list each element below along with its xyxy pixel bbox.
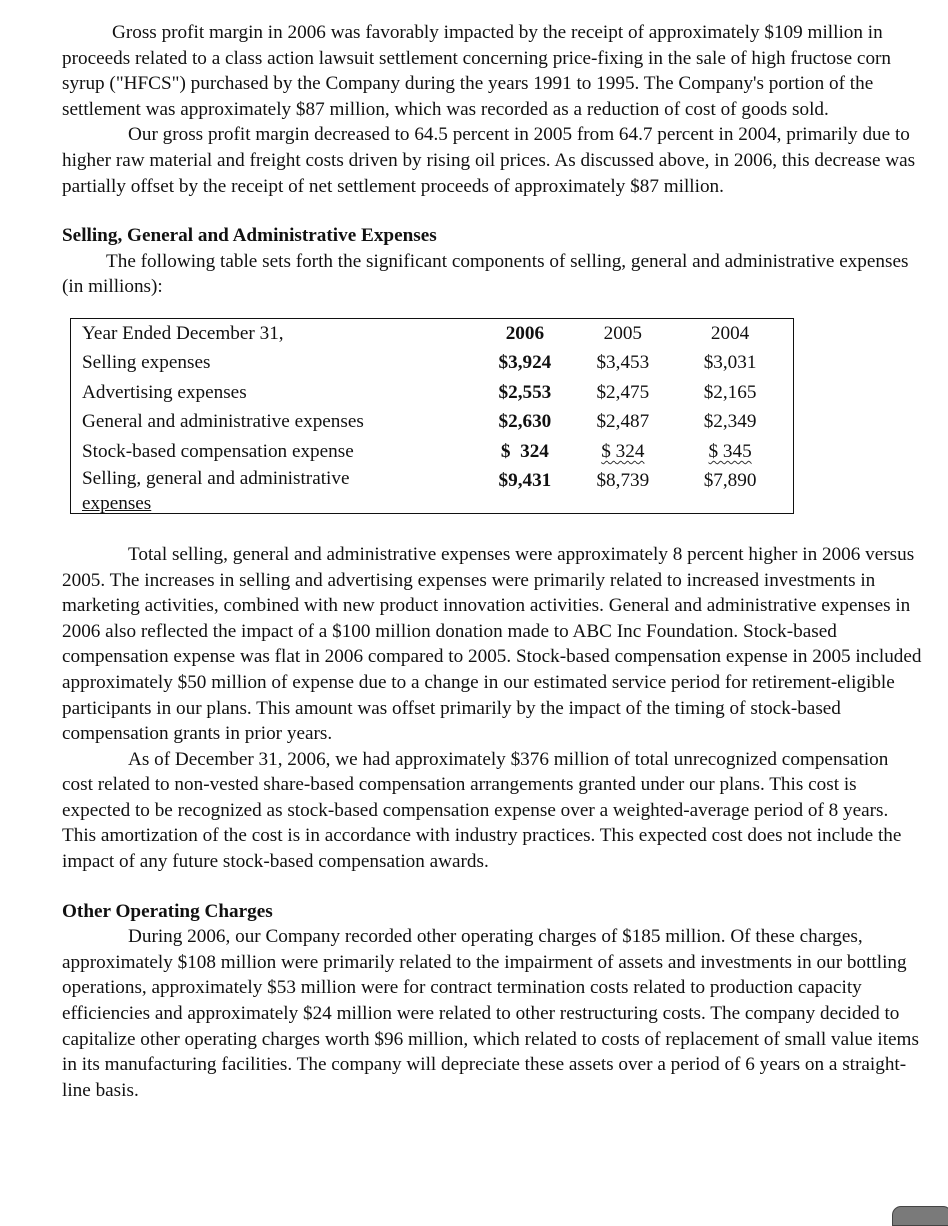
- total-label: [82, 466, 456, 514]
- total-2006: $9,431: [498, 470, 552, 492]
- cell-2004: $2,349: [703, 411, 757, 433]
- paragraph-other-operating-charges: During 2006, our Company recorded other operating charges of $185 million. Of these charges, approximately $108 million were primarily related to the impairment of assets and investments in our bottling operations, approximately $53 million were for contract termination costs related to production capacity efficiencies and approximately $24 million were related to other restructuring costs. The company decided to capitalize other operating charges worth $96 million, which related to costs of replacement of small value items in its manufacturing facilities. The company will depreciate these assets over a period of 6 years on a straight-line basis.: [62, 926, 919, 1101]
- cell-2004-value: $ 345: [708, 440, 752, 462]
- cell-2005: $2,487: [596, 411, 650, 433]
- cell-2006: $2,630: [498, 411, 552, 433]
- total-2005: $8,739: [596, 470, 650, 492]
- total-label-line1: Selling, general and administrative: [82, 468, 350, 490]
- table-row: [82, 437, 783, 467]
- cell-2005: $3,453: [596, 352, 650, 374]
- cell-2004: $2,165: [703, 381, 757, 403]
- cell-2005-value: $ 324: [601, 440, 645, 462]
- cell-2005: $2,475: [596, 381, 650, 403]
- table-row: [82, 348, 783, 378]
- header-label: Year Ended December 31,: [82, 322, 284, 344]
- table-header-row: [82, 319, 783, 349]
- cell-2004: [677, 437, 783, 467]
- row-label: Stock-based compensation expense: [82, 440, 354, 462]
- total-label-line2: expenses: [82, 493, 152, 514]
- row-label: Advertising expenses: [82, 381, 247, 403]
- document-page: [62, 20, 922, 1103]
- header-2004: 2004: [710, 322, 750, 344]
- section-heading-other-operating-charges: Other Operating Charges: [62, 900, 273, 922]
- paragraph-gross-margin-2: Our gross profit margin decreased to 64.5 percent in 2005 from 64.7 percent in 2004, primarily due to higher raw material and freight costs driven by rising oil prices. As discussed above, in 2006, this decrease was partially offset by the receipt of net settlement proceeds of approximately $87 million.: [62, 124, 916, 197]
- header-2006: 2006: [505, 322, 545, 344]
- header-2005: 2005: [603, 322, 643, 344]
- paragraph-sga-2: As of December 31, 2006, we had approximately $376 million of total unrecognized compensation cost related to non-vested share-based compensation arrangements granted under our plans. This cost is expected to be recognized as stock-based compensation expense over a weighted-average period of 8 years. This amortization of the cost is in accordance with industry practices. This expected cost does not include the impact of any future stock-based compensation awards.: [62, 748, 902, 873]
- total-2004: $7,890: [703, 470, 757, 492]
- paragraph-sga-intro: The following table sets forth the significant components of selling, general and administrative expenses (in millions):: [62, 250, 909, 298]
- cell-2006: $2,553: [498, 381, 552, 403]
- row-label: Selling expenses: [82, 352, 211, 374]
- page-scroll-tab[interactable]: [892, 1206, 948, 1226]
- row-label: General and administrative expenses: [82, 411, 364, 433]
- sga-table: [70, 318, 794, 514]
- cell-2004: $3,031: [703, 352, 757, 374]
- table-total-row: [82, 466, 783, 514]
- table-row: [82, 407, 783, 437]
- paragraph-gross-margin-1: Gross profit margin in 2006 was favorably impacted by the receipt of approximately $109 million in proceeds related to a class action lawsuit settlement concerning price-fixing in the sale of high fructose corn syrup ("HFCS") purchased by the Company during the years 1991 to 1995. The Company's portion of the settlement was approximately $87 million, which was recorded as a reduction of cost of goods sold.: [62, 22, 892, 120]
- cell-2005: [569, 437, 678, 467]
- paragraph-sga-1: Total selling, general and administrative expenses were approximately 8 percent higher in 2006 versus 2005. The increases in selling and advertising expenses were primarily related to increased investments in marketing activities, combined with new product innovation activities. General and administrative expenses in 2006 also reflected the impact of a $100 million donation made to ABC Inc Foundation. Stock-based compensation expense was flat in 2006 compared to 2005. Stock-based compensation expense in 2005 included approximately $50 million of expense due to a change in our estimated service period for retirement-eligible participants in our plans. This amount was offset primarily by the impact of the timing of stock-based compensation grants in prior years.: [62, 543, 922, 745]
- cell-2006: $ 324: [500, 440, 549, 462]
- section-heading-sga: Selling, General and Administrative Expenses: [62, 225, 437, 247]
- cell-2006: $3,924: [498, 352, 552, 374]
- table-row: [82, 378, 783, 408]
